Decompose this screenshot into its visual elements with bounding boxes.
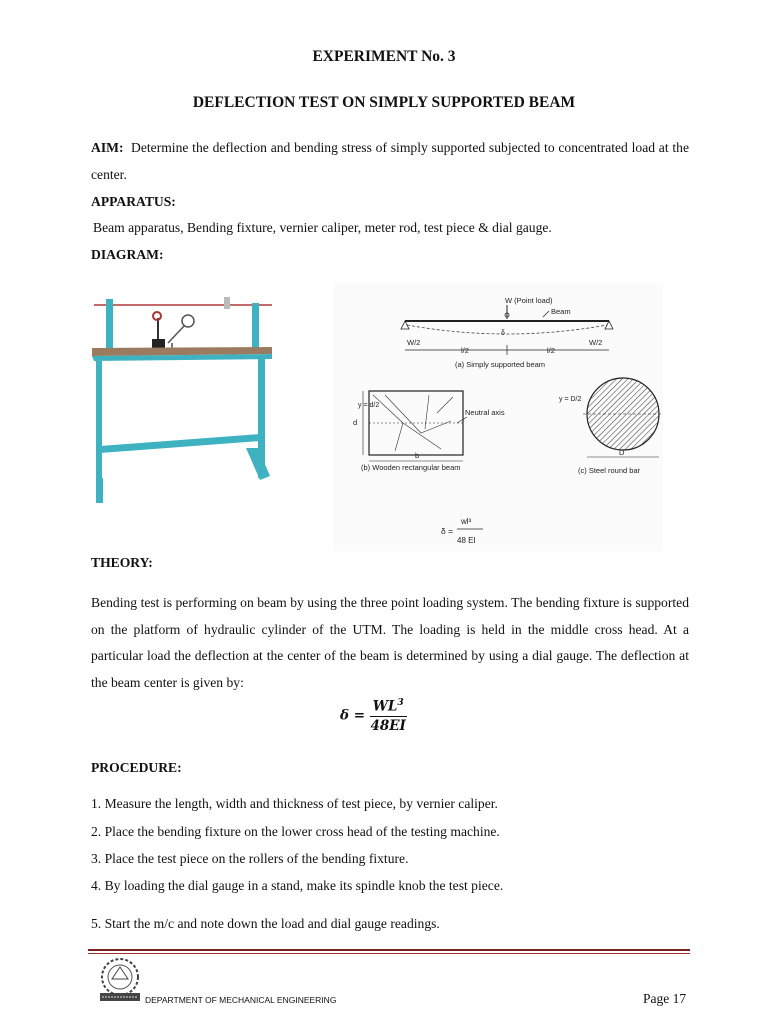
delta-label: δ bbox=[501, 330, 505, 337]
figure-formula-num: wl³ bbox=[461, 517, 472, 526]
procedure-step: 1. Measure the length, width and thickness of test piece, by vernier caliper. bbox=[91, 796, 498, 811]
deflection-formula bbox=[340, 698, 407, 734]
beam-apparatus-figure bbox=[88, 288, 283, 513]
figure-formula-lhs: δ = bbox=[441, 526, 454, 536]
formula-numerator: WL bbox=[372, 698, 398, 715]
formula-exponent: 3 bbox=[397, 698, 404, 708]
beam-diagram-figure bbox=[333, 283, 663, 551]
procedure-step: 4. By loading the dial gauge in a stand, make its spindle knob the test piece. bbox=[91, 878, 504, 893]
left-half-label: l/2 bbox=[461, 346, 469, 355]
theory-text: Bending test is performing on beam by using the three point loading system. The bending fixture is supported on the platform of hydraulic cylinder of the UTM. The loading is held in the middle cross head. At a particular load the deflection at the center of the beam is determined by using a dial gauge. The deflection at the beam center is given by: bbox=[91, 595, 689, 690]
experiment-number: EXPERIMENT No. 3 bbox=[312, 48, 456, 65]
formula-lhs: δ = bbox=[340, 707, 366, 724]
page-number: Page 17 bbox=[643, 991, 687, 1006]
neutral-axis-label: Neutral axis bbox=[465, 408, 505, 417]
diagram-label: DIAGRAM: bbox=[91, 247, 164, 262]
procedure-step: 5. Start the m/c and note down the load and dial gauge readings. bbox=[91, 916, 440, 931]
rect-width-label: b bbox=[415, 451, 420, 460]
footer-divider-thin bbox=[88, 953, 690, 954]
experiment-title: DEFLECTION TEST ON SIMPLY SUPPORTED BEAM bbox=[192, 94, 576, 111]
caption-c: (c) Steel round bar bbox=[578, 466, 641, 475]
college-logo-icon bbox=[96, 955, 144, 1005]
figure-formula-den: 48 EI bbox=[457, 536, 476, 545]
beam-label: Beam bbox=[551, 307, 571, 316]
right-half-label: l/2 bbox=[547, 346, 555, 355]
aim-paragraph bbox=[91, 135, 689, 188]
right-reaction-label: W/2 bbox=[589, 338, 603, 347]
theory-label: THEORY: bbox=[91, 555, 153, 570]
footer-divider bbox=[88, 949, 690, 951]
department-name: DEPARTMENT OF MECHANICAL ENGINEERING bbox=[145, 995, 337, 1005]
procedure-step: 3. Place the test piece on the rollers of the bending fixture. bbox=[91, 851, 409, 866]
caption-a: (a) Simply supported beam bbox=[455, 360, 546, 369]
apparatus-label: APPARATUS: bbox=[91, 194, 176, 209]
point-load-label: W (Point load) bbox=[505, 296, 553, 305]
rect-half-depth-label: y = d/2 bbox=[358, 402, 380, 409]
aim-text: Determine the deflection and bending stress of simply supported subjected to concentrated load at the center. bbox=[91, 140, 689, 182]
left-reaction-label: W/2 bbox=[407, 338, 421, 347]
procedure-label: PROCEDURE: bbox=[91, 760, 182, 775]
caption-b: (b) Wooden rectangular beam bbox=[361, 463, 461, 472]
rect-depth-label: d bbox=[353, 418, 358, 427]
formula-denominator: 48EI bbox=[370, 717, 406, 734]
round-dia-label: D bbox=[619, 448, 625, 457]
aim-label: AIM: bbox=[91, 140, 124, 155]
apparatus-text: Beam apparatus, Bending fixture, vernier caliper, meter rod, test piece & dial gauge. bbox=[93, 220, 552, 235]
round-half-label: y = D/2 bbox=[559, 396, 582, 403]
procedure-step: 2. Place the bending fixture on the lower cross head of the testing machine. bbox=[91, 824, 500, 839]
